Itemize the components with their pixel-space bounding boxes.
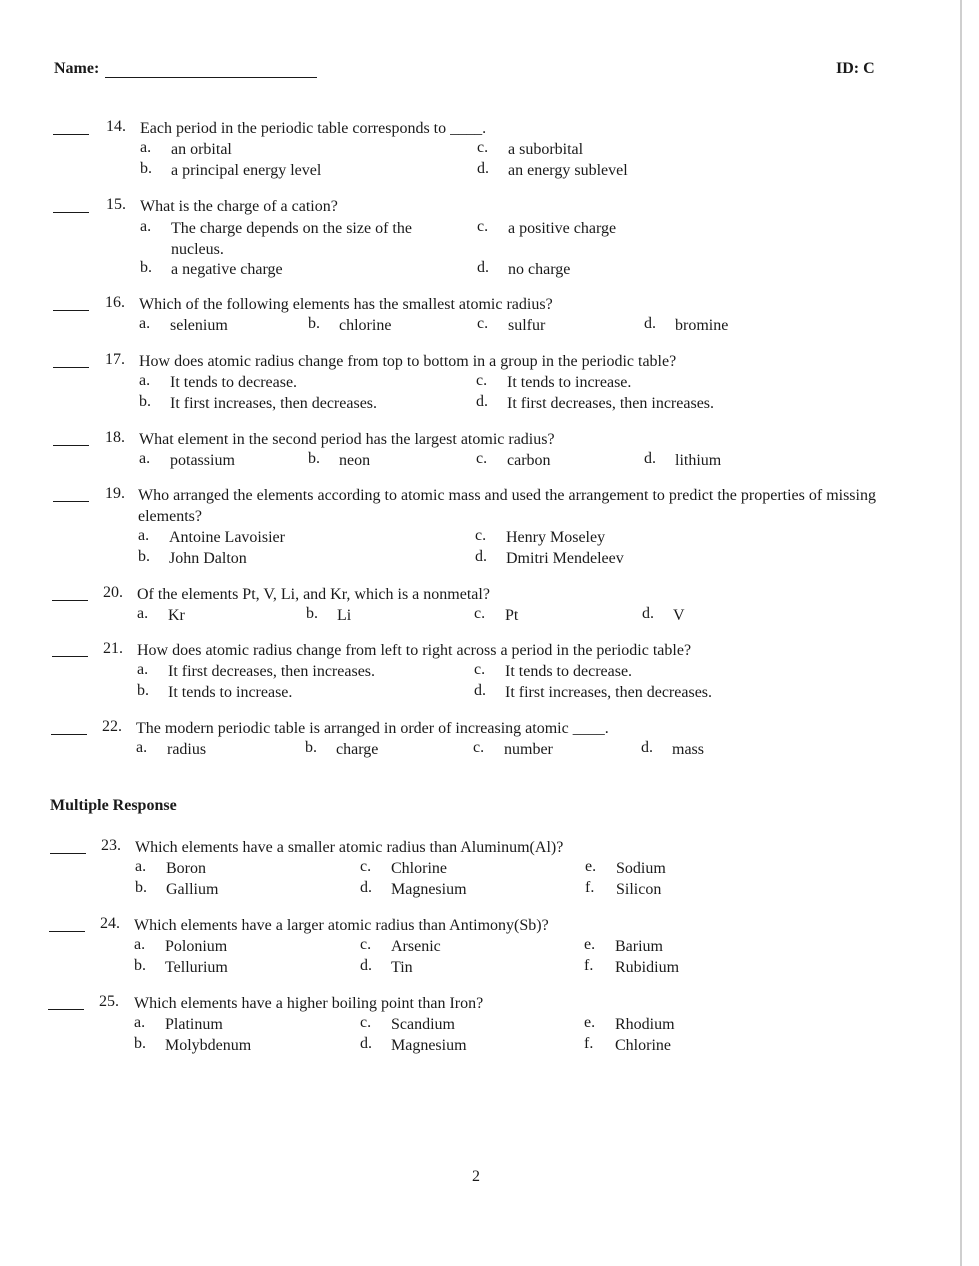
question-stem: Which elements have a higher boiling point than Iron? (134, 995, 484, 1012)
name-label: Name: (54, 60, 100, 77)
answer-blank[interactable] (53, 445, 89, 446)
option-letter: e. (585, 858, 597, 875)
option-text: Arsenic (391, 938, 441, 955)
option-text: Gallium (166, 881, 219, 898)
option-text: Silicon (616, 881, 662, 898)
option-letter: d. (642, 605, 654, 622)
option-text: Dmitri Mendeleev (506, 550, 624, 567)
option-text: It tends to decrease. (170, 374, 298, 391)
question-number: 23. (101, 837, 121, 854)
option-text: radius (167, 741, 207, 758)
option-letter: c. (477, 218, 489, 235)
option-text: Chlorine (615, 1037, 671, 1054)
option-text: It first decreases, then increases. (168, 663, 376, 680)
option-letter: c. (477, 315, 489, 332)
option-text: Magnesium (391, 1037, 467, 1054)
option-letter: b. (135, 879, 147, 896)
option-letter: c. (477, 139, 489, 156)
question-stem: The modern periodic table is arranged in order of increasing atomic ____. (136, 720, 609, 737)
option-letter: d. (360, 879, 372, 896)
option-text: Li (337, 607, 352, 624)
option-letter: c. (475, 527, 487, 544)
option-text: V (673, 607, 685, 624)
option-text: Rubidium (615, 959, 680, 976)
option-text: carbon (507, 452, 551, 469)
option-text: Molybdenum (165, 1037, 252, 1054)
page-number: 2 (472, 1168, 480, 1185)
option-letter: a. (134, 936, 146, 953)
question-stem: Each period in the periodic table corresponds to ____. (140, 120, 487, 137)
answer-blank[interactable] (50, 853, 86, 854)
option-letter: a. (137, 661, 149, 678)
option-letter: c. (473, 739, 485, 756)
option-text: Pt (505, 607, 519, 624)
option-text: a negative charge (171, 261, 283, 278)
answer-blank[interactable] (53, 367, 89, 368)
question-number: 19. (105, 485, 125, 502)
option-text: Magnesium (391, 881, 467, 898)
option-text: It tends to increase. (168, 684, 293, 701)
option-letter: e. (584, 1014, 596, 1031)
answer-blank[interactable] (53, 134, 89, 135)
question-number: 18. (105, 429, 125, 446)
answer-blank[interactable] (53, 310, 89, 311)
option-letter: d. (644, 450, 656, 467)
option-text: Kr (168, 607, 185, 624)
option-letter: c. (476, 372, 488, 389)
question-stem: How does atomic radius change from left to right across a period in the periodic table? (137, 642, 692, 659)
option-text: a principal energy level (171, 162, 322, 179)
answer-blank[interactable] (52, 656, 88, 657)
scan-edge (960, 0, 962, 1266)
option-text: selenium (170, 317, 228, 334)
option-letter: d. (475, 548, 487, 565)
option-letter: a. (140, 218, 152, 235)
option-letter: c. (476, 450, 488, 467)
option-letter: c. (360, 1014, 372, 1031)
question-stem: Which of the following elements has the smallest atomic radius? (139, 296, 553, 313)
option-text: It first increases, then decreases. (505, 684, 713, 701)
option-text: an orbital (171, 141, 232, 158)
answer-blank[interactable] (51, 734, 87, 735)
option-text: It first decreases, then increases. (507, 395, 715, 412)
option-text: number (504, 741, 553, 758)
option-text: Henry Moseley (506, 529, 606, 546)
option-text: a suborbital (508, 141, 584, 158)
option-letter: a. (139, 450, 151, 467)
answer-blank[interactable] (53, 501, 89, 502)
question-number: 15. (106, 196, 126, 213)
question-number: 25. (99, 993, 119, 1010)
question-number: 20. (103, 584, 123, 601)
option-letter: b. (139, 393, 151, 410)
option-text: Barium (615, 938, 663, 955)
question-stem: What is the charge of a cation? (140, 198, 338, 215)
option-text: sulfur (508, 317, 546, 334)
option-letter: b. (138, 548, 150, 565)
option-letter: b. (134, 1035, 146, 1052)
option-text: Sodium (616, 860, 666, 877)
option-letter: d. (360, 1035, 372, 1052)
option-letter: b. (140, 160, 152, 177)
section-title: Multiple Response (50, 797, 177, 814)
option-letter: b. (306, 605, 318, 622)
option-letter: e. (584, 936, 596, 953)
option-letter: d. (644, 315, 656, 332)
option-letter: a. (139, 372, 151, 389)
question-number: 21. (103, 640, 123, 657)
option-letter: d. (641, 739, 653, 756)
option-text: neon (339, 452, 371, 469)
option-text: bromine (675, 317, 729, 334)
option-text: an energy sublevel (508, 162, 628, 179)
option-letter: b. (140, 259, 152, 276)
option-letter: b. (308, 315, 320, 332)
option-letter: a. (134, 1014, 146, 1031)
question-stem: Which elements have a larger atomic radius than Antimony(Sb)? (134, 917, 549, 934)
option-text: John Dalton (169, 550, 247, 567)
question-number: 17. (105, 351, 125, 368)
answer-blank[interactable] (53, 212, 89, 213)
question-number: 14. (106, 118, 126, 135)
question-stem: How does atomic radius change from top to bottom in a group in the periodic table? (139, 353, 677, 370)
option-letter: d. (360, 957, 372, 974)
option-letter: d. (477, 259, 489, 276)
option-text: potassium (170, 452, 235, 469)
option-text: It first increases, then decreases. (170, 395, 378, 412)
option-text: Chlorine (391, 860, 447, 877)
option-letter: d. (477, 160, 489, 177)
option-letter: f. (584, 1035, 594, 1052)
option-letter: b. (137, 682, 149, 699)
option-letter: a. (139, 315, 151, 332)
option-letter: d. (476, 393, 488, 410)
option-text: Tin (391, 959, 413, 976)
question-stem: Which elements have a smaller atomic radius than Aluminum(Al)? (135, 839, 564, 856)
question-stem: Of the elements Pt, V, Li, and Kr, which is a nonmetal? (137, 586, 490, 603)
option-letter: c. (474, 605, 486, 622)
option-text: mass (672, 741, 704, 758)
answer-blank[interactable] (49, 931, 85, 932)
option-text: charge (336, 741, 379, 758)
option-letter: a. (140, 139, 152, 156)
option-letter: c. (360, 936, 372, 953)
option-text: Polonium (165, 938, 228, 955)
id-label: ID: C (836, 60, 875, 77)
option-letter: a. (137, 605, 149, 622)
question-stem: What element in the second period has the largest atomic radius? (139, 431, 555, 448)
option-letter: d. (474, 682, 486, 699)
option-text: no charge (508, 261, 571, 278)
option-text: Platinum (165, 1016, 223, 1033)
option-text: Rhodium (615, 1016, 675, 1033)
option-letter: a. (138, 527, 150, 544)
option-text: Scandium (391, 1016, 455, 1033)
option-letter: b. (308, 450, 320, 467)
option-letter: f. (584, 957, 594, 974)
option-text: a positive charge (508, 220, 617, 237)
option-letter: a. (135, 858, 147, 875)
question-number: 22. (102, 718, 122, 735)
question-number: 16. (105, 294, 125, 311)
name-header (54, 60, 317, 78)
answer-blank[interactable] (48, 1009, 84, 1010)
answer-blank[interactable] (52, 600, 88, 601)
option-text: It tends to increase. (507, 374, 632, 391)
option-text: The charge depends on the size of the nucleus. (171, 220, 412, 258)
option-letter: a. (136, 739, 148, 756)
question-number: 24. (100, 915, 120, 932)
option-letter: f. (585, 879, 595, 896)
option-text: chlorine (339, 317, 392, 334)
option-text: lithium (675, 452, 722, 469)
option-letter: b. (134, 957, 146, 974)
name-line (105, 63, 317, 78)
option-letter: b. (305, 739, 317, 756)
option-letter: c. (360, 858, 372, 875)
option-text: It tends to decrease. (505, 663, 633, 680)
option-text: Antoine Lavoisier (169, 529, 285, 546)
question-stem: Who arranged the elements according to atomic mass and used the arrangement to predict the properties of missing elements? (138, 487, 876, 525)
option-text: Tellurium (165, 959, 228, 976)
option-letter: c. (474, 661, 486, 678)
option-text: Boron (166, 860, 206, 877)
